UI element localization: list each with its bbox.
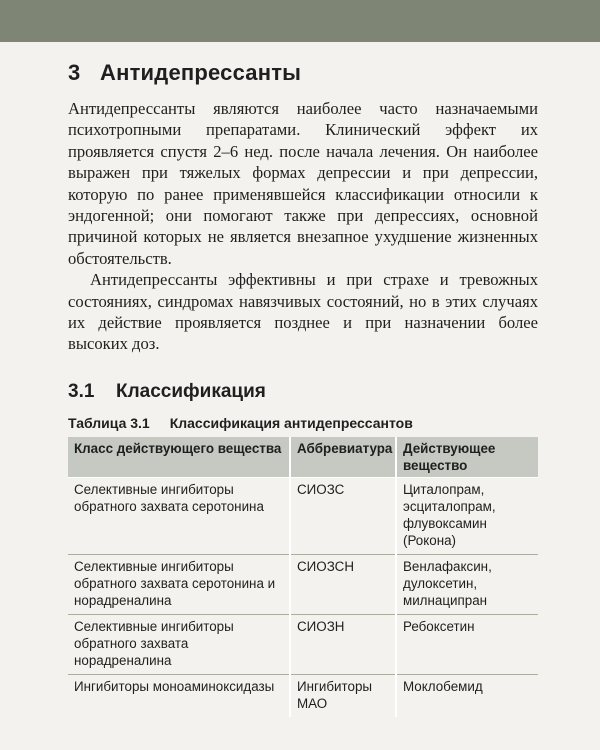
cell-class: Селективные ингибиторы обратного захвата норадреналина bbox=[68, 614, 290, 674]
table-row bbox=[68, 614, 538, 674]
cell-abbreviation: СИОЗСН bbox=[290, 554, 396, 614]
table-caption-number: Таблица 3.1 bbox=[68, 414, 150, 431]
header-substance: Действующее вещество bbox=[396, 437, 538, 478]
cell-class: Селективные ингибиторы обратного захвата серотонина bbox=[68, 477, 290, 554]
substance-name: Циталопрам, bbox=[403, 481, 485, 497]
table-caption bbox=[68, 415, 538, 431]
cell-class: Ингибиторы моноаминоксидазы bbox=[68, 674, 290, 717]
cell-abbreviation: Ингибиторы МАО bbox=[290, 674, 396, 717]
cell-class: Селективные ингибиторы обратного захвата серотонина и норадреналина bbox=[68, 554, 290, 614]
substance-name: Венлафаксин, bbox=[403, 558, 492, 574]
body-paragraph: Антидепрессанты эффективны и при страхе и тревожных состояниях, синдромах навязчивых состояний, но в этих случаях их действие проявляется позднее и при назначении более высоких доз. bbox=[68, 270, 538, 354]
body-paragraph: Антидепрессанты являются наиболее часто назначаемыми психотропными препаратами. Клинический эффект их проявляется спустя 2–6 нед. после начала лечения. Он наиболее выражен при тяжелых формах депрессии и при депрессии, которую по ранее применявшейся классификации относили к эндогенной; они помогают также при депрессиях, основной причиной которых не является внезапное ухудшение жизненных обстоятельств. bbox=[68, 99, 538, 268]
cell-substances bbox=[396, 477, 538, 554]
header-class: Класс действующего вещества bbox=[68, 437, 290, 478]
classification-table bbox=[68, 437, 538, 717]
cell-substances bbox=[396, 674, 538, 717]
chapter-title: Антидепрессанты bbox=[100, 60, 302, 85]
chapter-number: 3 bbox=[68, 60, 81, 85]
substance-name: (Рокона) bbox=[403, 532, 457, 548]
table-row bbox=[68, 554, 538, 614]
substance-name: эсциталопрам, bbox=[403, 498, 496, 514]
document-page bbox=[68, 60, 538, 717]
table-row bbox=[68, 477, 538, 554]
header-abbreviation: Аббревиатура bbox=[290, 437, 396, 478]
section-heading bbox=[68, 381, 538, 403]
table-caption-title: Классификация антидепрессантов bbox=[169, 414, 413, 431]
section-number: 3.1 bbox=[68, 380, 95, 402]
chapter-heading bbox=[68, 60, 538, 86]
section-title: Классификация bbox=[116, 380, 266, 402]
table-header-row bbox=[68, 437, 538, 478]
substance-name: Ребоксетин bbox=[403, 618, 475, 634]
substance-name: милнаципран bbox=[403, 592, 488, 608]
table-row bbox=[68, 674, 538, 717]
substance-name: флувоксамин bbox=[403, 515, 487, 531]
top-color-band bbox=[0, 0, 600, 42]
substance-name: Моклобемид bbox=[403, 678, 483, 694]
substance-name: дулоксетин, bbox=[403, 575, 478, 591]
cell-substances bbox=[396, 554, 538, 614]
cell-abbreviation: СИОЗН bbox=[290, 614, 396, 674]
cell-substances bbox=[396, 614, 538, 674]
cell-abbreviation: СИОЗС bbox=[290, 477, 396, 554]
